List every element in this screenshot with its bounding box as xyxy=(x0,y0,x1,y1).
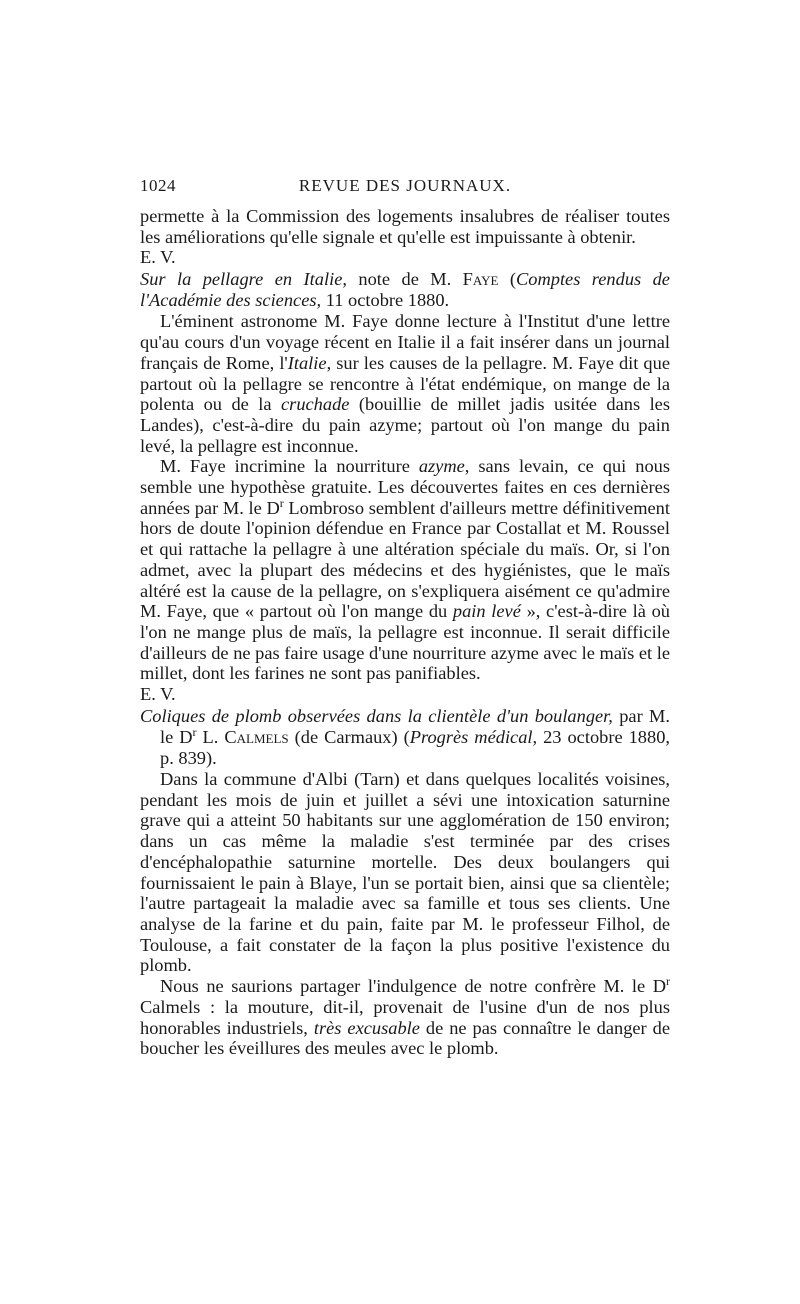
text-run: Calmels : la mouture, dit-il, provenait de l'usine d'un de nos plus honorables industriels, xyxy=(140,996,670,1038)
italic-run: très excusable xyxy=(313,1017,420,1038)
article2-by: par M. le D xyxy=(160,706,670,748)
article1-date: 11 octobre 1880. xyxy=(321,290,450,311)
page-number: 1024 xyxy=(140,176,176,195)
text-run: de ne pas connaître le danger de boucher les éveillures des meules avec le plomb. xyxy=(140,1017,671,1059)
text-run: , sur les causes de la pellagre. M. Faye dit que partout où la pellagre se rencontre à l'état endémique, on mange de la polenta ou de la xyxy=(140,352,670,415)
italic-run: pain levé xyxy=(452,601,521,622)
article2-paragraph-1: Dans la commune d'Albi (Tarn) et dans quelques localités voisines, pendant les mois de juin et juillet a sévi une intoxication saturnine grave qui a atteint 50 habitants sur une agglomération de 150 environ; dans un cas même la maladie s'est terminée par des crises d'encéphalopathie saturnine mortelle. Des deux boulangers qui fournissaient le pain à Blaye, l'un se portait bien, ainsi que sa clientèle; l'autre partageait la maladie avec sa famille et tous ses clients. Une analyse de la farine et du pain, faite par M. le professeur Filhol, de Toulouse, a fait constater de la façon la plus positive l'existence du plomb. xyxy=(140,769,670,976)
intro-paragraph: permette à la Commission des logements insalubres de réaliser toutes les améliorations qu'elle signale et qu'elle est impuissante à obtenir. xyxy=(140,206,670,247)
article1-author: Faye xyxy=(462,269,499,290)
text-run: Nous ne saurions partager l'indulgence de notre confrère M. le D xyxy=(160,976,666,997)
text-run: », c'est-à-dire là où l'on ne mange plus de maïs, la pellagre est inconnue. Il serait difficile d'ailleurs de ne pas faire usage d'une nourriture azyme avec le maïs et le millet, dont les farines ne sont pas panifiables. xyxy=(140,601,671,684)
article2-author: Calmels xyxy=(224,727,289,748)
article2-author-initial: L. xyxy=(196,727,225,748)
article2-source: Progrès médical, xyxy=(409,727,538,748)
text-run: M. Faye incrimine la nourriture xyxy=(160,456,419,477)
text-column xyxy=(140,206,670,1059)
italic-run: cruchade xyxy=(281,394,350,415)
superscript: r xyxy=(192,724,197,739)
article2-place: (de Carmaux) ( xyxy=(288,727,410,748)
superscript: r xyxy=(666,973,670,988)
article1-note-by: note de M. xyxy=(346,269,463,290)
italic-run: Italie xyxy=(287,352,327,373)
running-title: REVUE DES JOURNAUX. xyxy=(298,176,512,195)
article1-title: Sur la pellagre en Italie, xyxy=(140,269,347,290)
article2-title: Coliques de plomb observées dans la clientèle d'un boulanger, xyxy=(140,706,613,727)
article1-paragraph-1 xyxy=(140,311,670,456)
article1-paragraph-2 xyxy=(140,456,670,684)
article2-date: 23 octobre 1880, p. 839). xyxy=(160,727,670,769)
article1-signature: E. V. xyxy=(140,684,176,705)
article2-heading xyxy=(140,706,670,769)
text-run: Lombroso semblent d'ailleurs mettre définitivement hors de doute l'opinion défendue en France par Costallat et M. Roussel et qui rattache la pellagre à une altération spéciale du maïs. Or, si l'on admet, avec la plupart des médecins et des hygiénistes, que le maïs altéré est la cause de la pellagre, on s'expliquera aisément ce qu'admire M. Faye, que « partout où l'on mange du xyxy=(140,497,670,622)
text-run: L'éminent astronome M. Faye donne lecture à l'Institut d'une lettre qu'au cours d'un voyage récent en Italie il a fait insérer dans un journal français de Rome, l' xyxy=(140,311,670,373)
article1-paren: ( xyxy=(498,269,516,290)
intro-signature: E. V. xyxy=(140,247,176,268)
text-run: , sans levain, ce qui nous semble une hypothèse gratuite. Les découvertes faites en ces dernières années par M. le D xyxy=(140,456,671,518)
italic-run: azyme xyxy=(418,456,465,477)
text-run: (bouillie de millet jadis usitée dans les Landes), c'est-à-dire du pain azyme; partout où l'on mange du pain levé, la pellagre est inconnue. xyxy=(140,394,671,456)
article1-heading xyxy=(140,269,670,311)
superscript: r xyxy=(279,495,284,510)
article2-paragraph-2 xyxy=(140,973,671,1059)
running-header xyxy=(140,176,670,202)
article1-source: Comptes rendus de l'Académie des sciences, xyxy=(140,269,670,311)
